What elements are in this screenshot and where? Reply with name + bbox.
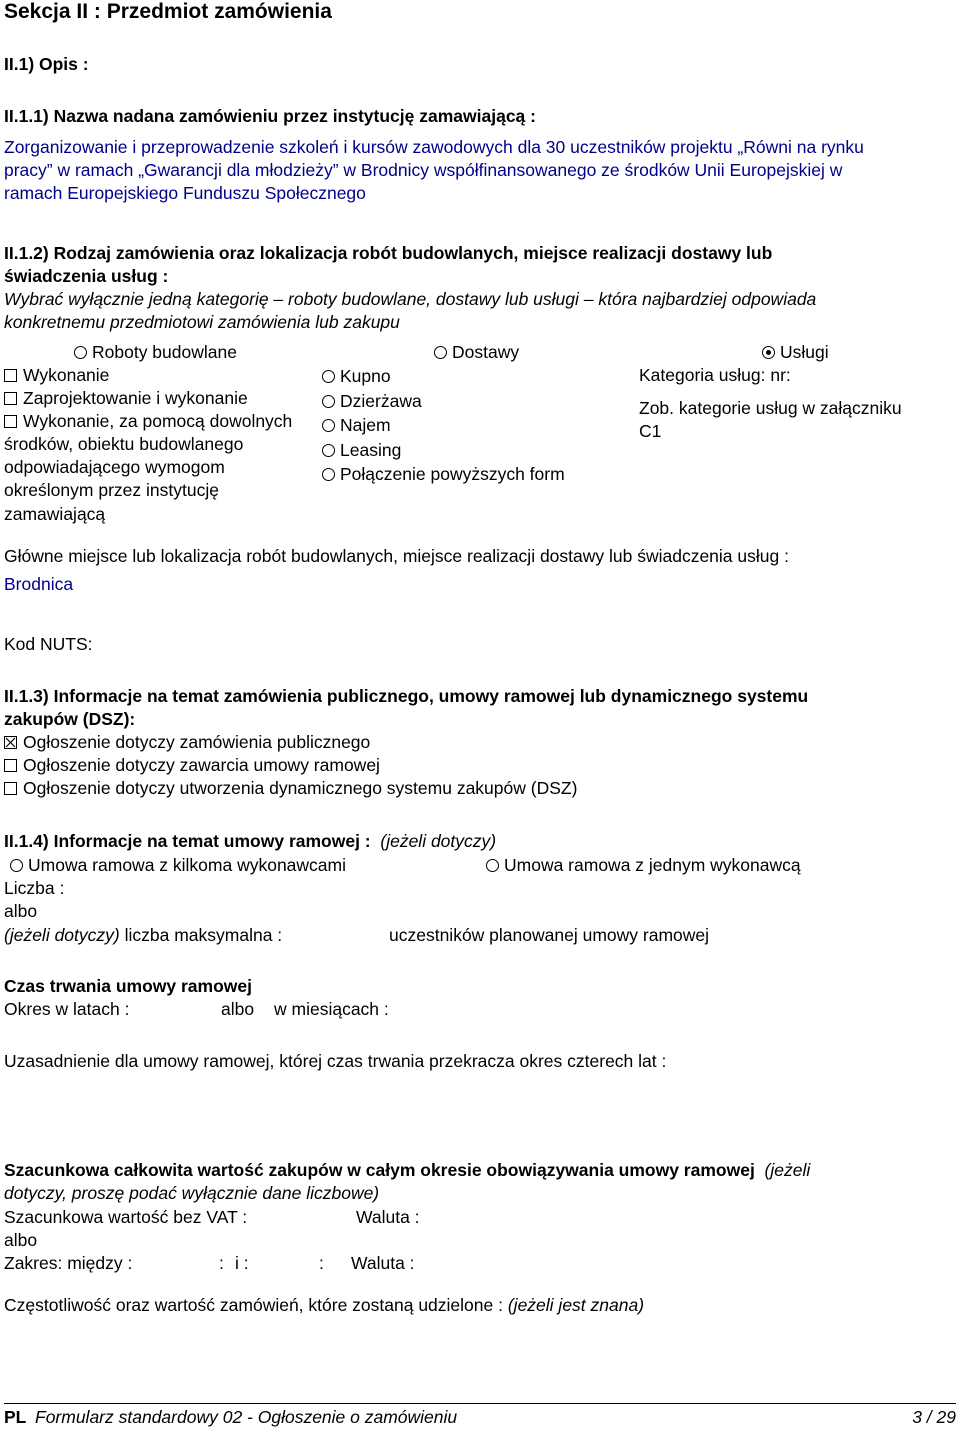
ii13-heading-line-2: zakupów (DSZ): [4, 709, 136, 729]
ii14-heading: II.1.4) Informacje na temat umowy ramowej : (jeżeli dotyczy) [4, 831, 497, 851]
max-count-label: (jeżeli dotyczy) liczba maksymalna : [4, 925, 283, 945]
works-option-execution: Wykonanie [4, 364, 109, 387]
checkbox-checked-icon [4, 736, 17, 749]
radio-empty-icon [322, 468, 335, 481]
category-works: Roboty budowlane [74, 341, 237, 364]
notice-option-framework: Ogłoszenie dotyczy zawarcia umowy ramowej [4, 754, 380, 777]
services-note-line-2: C1 [639, 421, 662, 441]
contract-name-line-1: Zorganizowanie i przeprowadzenie szkoleń i kursów zawodowych dla 30 uczestników projektu „Równi na rynku [4, 137, 864, 157]
radio-empty-icon [322, 370, 335, 383]
range-label: Zakres: między : [4, 1253, 133, 1273]
works-option-continuation-3: określonym przez instytucję [4, 480, 219, 500]
range-colon: : [219, 1253, 224, 1273]
framework-option-single: Umowa ramowa z jednym wykonawcą [486, 854, 801, 877]
radio-empty-icon [434, 346, 447, 359]
services-note-line-1: Zob. kategorie usług w załączniku [639, 398, 902, 418]
ii12-heading-line-1: II.1.2) Rodzaj zamówienia oraz lokalizacja robót budowlanych, miejsce realizacji dostawy lub [4, 243, 773, 263]
section-ii1-heading: II.1) Opis : [4, 54, 89, 74]
count-label: Liczba : [4, 878, 65, 898]
services-category-label: Kategoria usług: nr: [639, 365, 791, 385]
or-label: albo [4, 901, 38, 921]
checkbox-empty-icon [4, 392, 17, 405]
contract-name-line-3: ramach Europejskiego Funduszu Społecznego [4, 183, 366, 203]
works-option-design-and-execution: Zaprojektowanie i wykonanie [4, 387, 248, 410]
category-services: Usługi [762, 341, 829, 364]
radio-empty-icon [486, 859, 499, 872]
or-label: albo [221, 999, 255, 1019]
contract-name-line-2: pracy” w ramach „Gwarancji dla młodzieży” w Brodnicy współfinansowanego ze środków Unii Europejskiej w [4, 160, 843, 180]
checkbox-empty-icon [4, 415, 17, 428]
ii12-instruction-line-2: konkretnemu przedmiotowi zamówienia lub zakupu [4, 312, 400, 332]
currency-label: Waluta : [356, 1207, 420, 1227]
duration-heading: Czas trwania umowy ramowej [4, 976, 252, 996]
notice-option-public-contract: Ogłoszenie dotyczy zamówienia publicznego [4, 731, 370, 754]
works-option-continuation-4: zamawiającą [4, 504, 106, 524]
checkbox-empty-icon [4, 759, 17, 772]
radio-empty-icon [322, 395, 335, 408]
range-colon: : [319, 1253, 324, 1273]
or-label: albo [4, 1230, 38, 1250]
category-supplies: Dostawy [434, 341, 519, 364]
range-and-label: i : [235, 1253, 249, 1273]
footer-page-number: 3 / 29 [912, 1407, 956, 1427]
framework-option-multiple: Umowa ramowa z kilkoma wykonawcami [10, 854, 346, 877]
section-title: Sekcja II : Przedmiot zamówienia [4, 0, 332, 23]
supplies-option-lease: Dzierżawa [322, 390, 422, 413]
radio-selected-icon [762, 346, 775, 359]
radio-empty-icon [322, 444, 335, 457]
footer-language: PL [4, 1407, 27, 1427]
works-option-continuation-2: odpowiadającego wymogom [4, 457, 225, 477]
footer-form-name: Formularz standardowy 02 - Ogłoszenie o zamówieniu [35, 1407, 458, 1427]
notice-option-dps: Ogłoszenie dotyczy utworzenia dynamicznego systemu zakupów (DSZ) [4, 777, 577, 800]
radio-empty-icon [322, 419, 335, 432]
frequency-label: Częstotliwość oraz wartość zamówień, które zostaną udzielone : (jeżeli jest znana) [4, 1295, 645, 1315]
nuts-label: Kod NUTS: [4, 634, 93, 654]
supplies-option-leasing: Leasing [322, 439, 401, 462]
works-option-any-means: Wykonanie, za pomocą dowolnych [4, 410, 292, 433]
location-label: Główne miejsce lub lokalizacja robót budowlanych, miejsce realizacji dostawy lub świadczenia usług : [4, 546, 789, 566]
years-label: Okres w latach : [4, 999, 130, 1019]
ii13-heading-line-1: II.1.3) Informacje na temat zamówienia publicznego, umowy ramowej lub dynamicznego systemu [4, 686, 809, 706]
ii12-instruction-line-1: Wybrać wyłącznie jedną kategorię – roboty budowlane, dostawy lub usługi – która najbardziej odpowiada [4, 289, 817, 309]
radio-empty-icon [10, 859, 23, 872]
ii12-heading-line-2: świadczenia usług : [4, 266, 169, 286]
supplies-option-purchase: Kupno [322, 365, 391, 388]
currency-label: Waluta : [351, 1253, 415, 1273]
radio-empty-icon [74, 346, 87, 359]
supplies-option-combination: Połączenie powyższych form [322, 463, 565, 486]
location-value: Brodnica [4, 574, 74, 594]
checkbox-empty-icon [4, 369, 17, 382]
works-option-continuation-1: środków, obiektu budowlanego [4, 434, 244, 454]
vat-label: Szacunkowa wartość bez VAT : [4, 1207, 248, 1227]
value-heading: Szacunkowa całkowita wartość zakupów w całym okresie obowiązywania umowy ramowej (jeżeli [4, 1160, 811, 1180]
justification-label: Uzasadnienie dla umowy ramowej, której czas trwania przekracza okres czterech lat : [4, 1051, 667, 1071]
checkbox-empty-icon [4, 782, 17, 795]
value-note: dotyczy, proszę podać wyłącznie dane liczbowe) [4, 1183, 380, 1203]
participants-label: uczestników planowanej umowy ramowej [389, 925, 710, 945]
months-label: w miesiącach : [274, 999, 389, 1019]
supplies-option-rental: Najem [322, 414, 391, 437]
footer-divider [4, 1403, 956, 1404]
ii11-heading: II.1.1) Nazwa nadana zamówieniu przez instytucję zamawiającą : [4, 106, 536, 126]
